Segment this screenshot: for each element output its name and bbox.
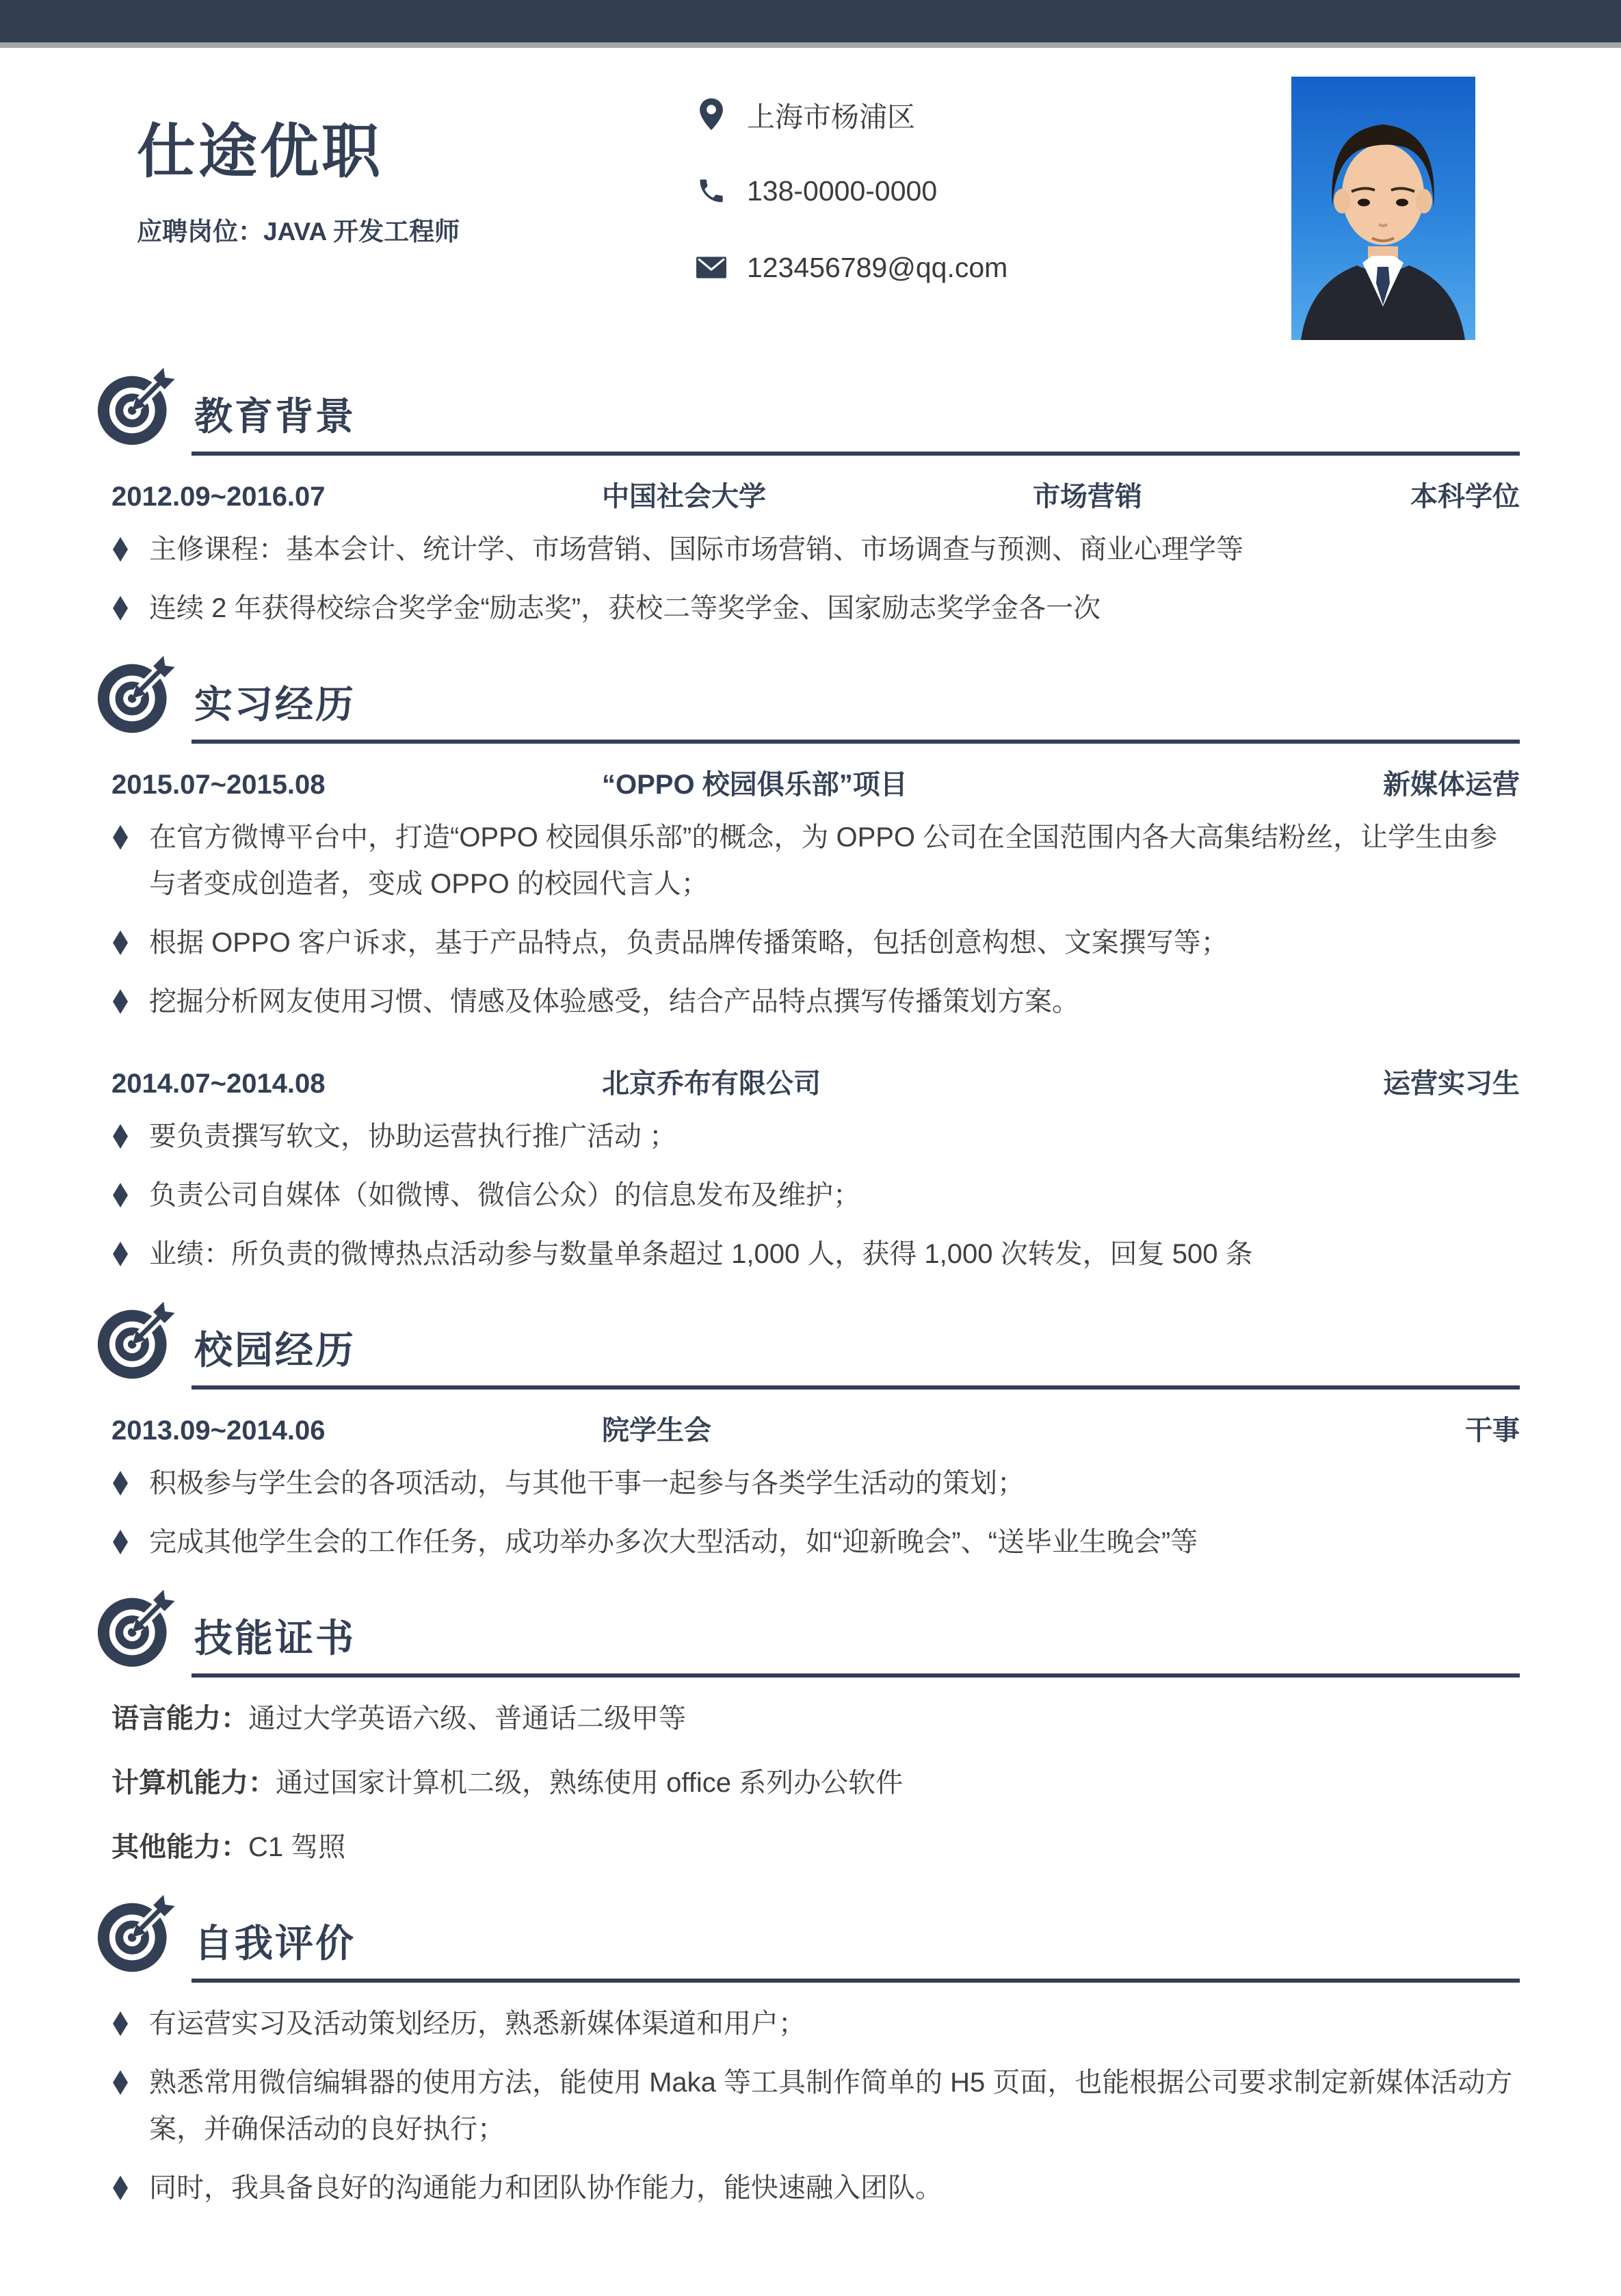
diamond-bullet-icon [113,2011,128,2036]
applied-position: 应聘岗位：JAVA 开发工程师 [137,218,460,246]
entry-period: 2012.09~2016.07 [111,482,326,512]
section-skills-header [96,1590,1520,1672]
skill-other [111,1824,1520,1870]
entry-organization: 院学生会 [602,1416,711,1446]
section-title: 校园经历 [194,1329,356,1372]
resume-body [0,368,1621,2252]
entry-school: 中国社会大学 [602,482,766,512]
section-campus [96,1302,1520,1565]
entry-degree: 本科学位 [1410,482,1520,512]
section-internship [96,656,1520,1277]
diamond-bullet-icon [113,1471,128,1496]
section-title: 自我评价 [194,1922,356,1965]
section-title: 教育背景 [194,395,356,438]
section-underline [192,1979,1520,1983]
internship-row [111,763,1520,802]
section-title: 实习经历 [194,683,356,726]
skill-label: 语言能力： [111,1704,248,1734]
bullet-item: 负责公司自媒体（如微博、微信公众）的信息发布及维护； [111,1172,1520,1218]
bullet-item: 业绩：所负责的微博热点活动参与数量单条超过 1,000 人，获得 1,000 次转发，回复 500 条 [111,1231,1520,1277]
email-text: 123456789@qq.com [747,251,1008,283]
section-underline [192,1385,1520,1390]
section-education-header [96,368,1520,450]
section-title: 技能证书 [194,1617,356,1660]
entry-role: 运营实习生 [1383,1069,1520,1099]
internship-entry [111,1062,1520,1277]
section-campus-header [96,1302,1520,1384]
resume-header [0,48,1621,343]
section-underline [192,740,1520,744]
bullet-item: 根据 OPPO 客户诉求，基于产品特点，负责品牌传播策略，包括创意构想、文案撰写等； [111,919,1520,966]
email-icon [695,256,728,279]
section-skills [96,1590,1520,1870]
section-underline [192,1673,1520,1678]
entry-period: 2015.07~2015.08 [111,770,326,800]
entry-major: 市场营销 [1033,482,1142,512]
section-internship-header [96,656,1520,738]
contact-location [695,94,1007,134]
target-icon [96,1590,178,1672]
section-self-evaluation-header [96,1895,1520,1977]
top-accent-bar [0,0,1621,42]
skill-text: 通过大学英语六级、普通话二级甲等 [248,1704,686,1734]
bullet-item: 在官方微博平台中，打造“OPPO 校园俱乐部”的概念，为 OPPO 公司在全国范围内各大高集结粉丝，让学生由参与者变成创造者，变成 OPPO 的校园代言人； [111,814,1520,907]
section-education [96,368,1520,631]
entry-role: 新媒体运营 [1383,770,1520,800]
education-entry [111,475,1520,631]
target-icon [96,656,178,738]
contact-phone [695,171,1007,211]
diamond-bullet-icon [113,1183,128,1208]
diamond-bullet-icon [113,1124,128,1149]
bullet-item: 积极参与学生会的各项活动，与其他干事一起参与各类学生活动的策划； [111,1460,1520,1506]
bullet-item: 完成其他学生会的工作任务，成功举办多次大型活动，如“迎新晚会”、“送毕业生晚会”等 [111,1519,1520,1565]
target-icon [96,1895,178,1977]
section-self-evaluation [96,1895,1520,2211]
id-photo [1291,77,1475,340]
entry-project: “OPPO 校园俱乐部”项目 [602,770,908,800]
diamond-bullet-icon [113,596,128,621]
internship-entry [111,763,1520,1025]
bullet-item: 有运营实习及活动策划经历，熟悉新媒体渠道和用户； [111,2000,1520,2047]
diamond-bullet-icon [113,825,128,850]
diamond-bullet-icon [113,1242,128,1266]
bullet-item: 要负责撰写软文，协助运营执行推广活动 ； [111,1113,1520,1160]
internship-row [111,1062,1520,1101]
section-underline [192,452,1520,456]
campus-row [111,1409,1520,1448]
gray-divider-bar [0,42,1621,48]
self-evaluation-entry [111,2000,1520,2211]
phone-text: 138-0000-0000 [747,174,938,207]
diamond-bullet-icon [113,2070,128,2095]
skill-text: 通过国家计算机二级，熟练使用 office 系列办公软件 [276,1768,904,1798]
target-icon [96,1302,178,1384]
diamond-bullet-icon [113,989,128,1014]
bullet-item: 熟悉常用微信编辑器的使用方法，能使用 Maka 等工具制作简单的 H5 页面，也能根据公司要求制定新媒体活动方案，并确保活动的良好执行； [111,2059,1520,2152]
diamond-bullet-icon [113,2176,128,2200]
location-pin-icon [695,97,728,131]
target-icon [96,368,178,450]
entry-role: 干事 [1465,1416,1520,1446]
skill-text: C1 驾照 [248,1832,346,1862]
skill-label: 其他能力： [111,1832,248,1862]
bullet-item: 连续 2 年获得校综合奖学金“励志奖”，获校二等奖学金、国家励志奖学金各一次 [111,585,1520,631]
contact-list [695,94,1007,324]
phone-icon [695,176,728,206]
campus-entry [111,1409,1520,1565]
skill-computer [111,1760,1520,1806]
location-text: 上海市杨浦区 [747,101,915,133]
skill-language [111,1695,1520,1742]
bullet-item: 同时，我具备良好的沟通能力和团队协作能力，能快速融入团队。 [111,2165,1520,2211]
diamond-bullet-icon [113,930,128,955]
skill-label: 计算机能力： [111,1768,276,1798]
education-row [111,475,1520,514]
bullet-item: 挖掘分析网友使用习惯、情感及体验感受，结合产品特点撰写传播策划方案。 [111,978,1520,1025]
entry-period: 2013.09~2014.06 [111,1416,326,1446]
diamond-bullet-icon [113,537,128,562]
diamond-bullet-icon [113,1530,128,1554]
bullet-item: 主修课程：基本会计、统计学、市场营销、国际市场营销、市场调查与预测、商业心理学等 [111,526,1520,573]
entry-company: 北京乔布有限公司 [602,1069,821,1099]
contact-email [695,248,1007,287]
entry-period: 2014.07~2014.08 [111,1069,326,1099]
candidate-name: 仕途优职 [137,119,383,185]
